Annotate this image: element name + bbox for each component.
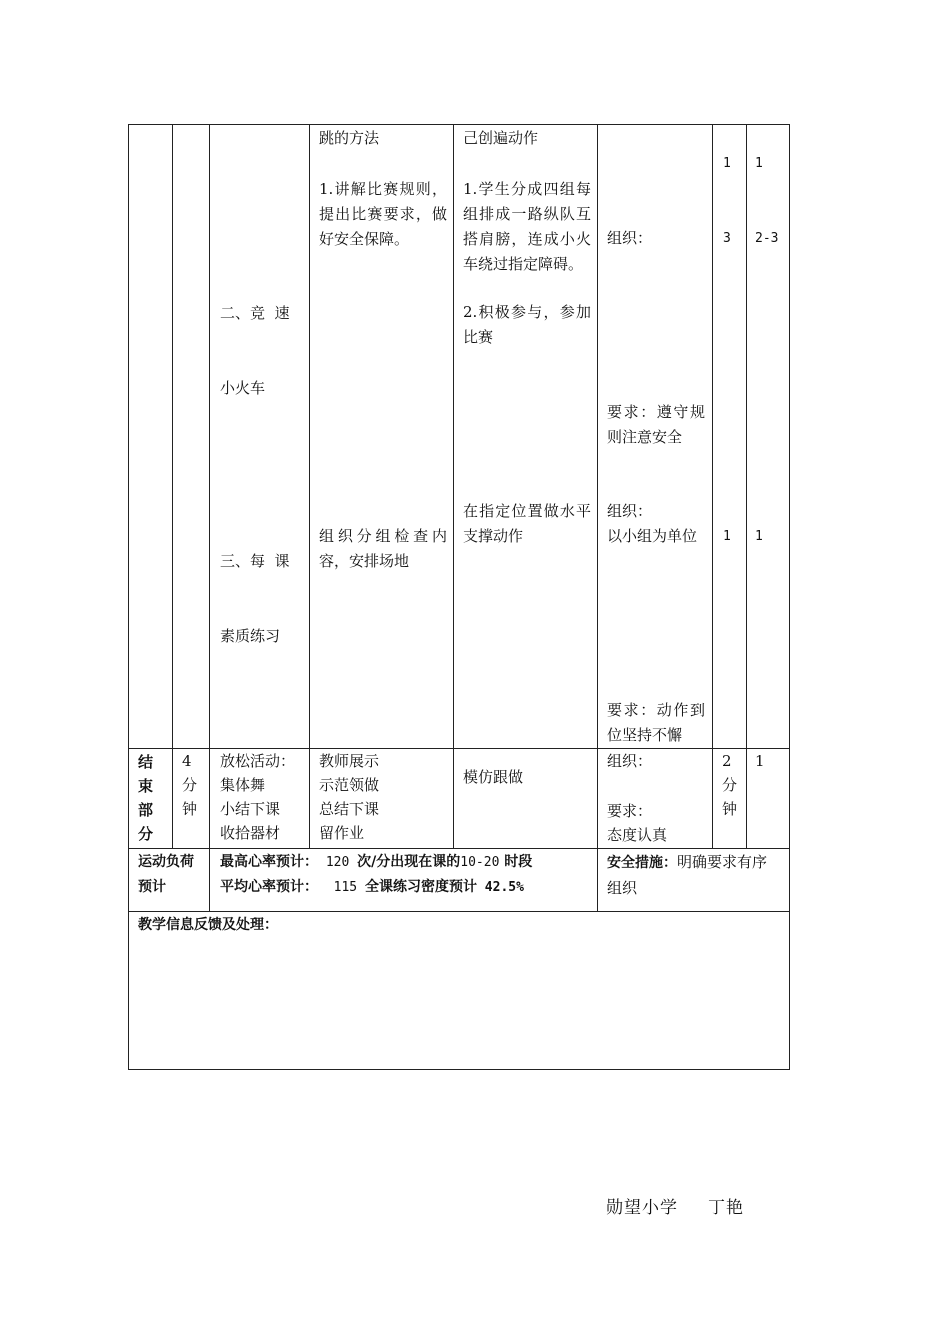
ending-req-text: 态度认真 (607, 826, 668, 844)
ending-time-number: 2 (722, 752, 732, 770)
ending-time-cell (713, 749, 747, 849)
max-hr-unit: 次/分出现在课的 (357, 854, 461, 870)
teacher-name: 丁艳 (708, 1198, 744, 1218)
avg-hr-value: 115 (318, 880, 365, 895)
count-value-2: 2-3 (755, 231, 779, 246)
group-check-text: 组织分组检查内容，安排场地 (319, 527, 447, 570)
time-value-3: 1 (723, 529, 731, 544)
organization-cell (598, 125, 713, 749)
ending-time-unit2: 钟 (722, 800, 738, 818)
fitness-line2: 素质练习 (220, 627, 281, 645)
load-row (129, 849, 790, 912)
ending-teacher-cell (310, 749, 454, 849)
teacher-lead: 示范领做 (319, 776, 380, 794)
load-label-cell (129, 849, 210, 912)
org-detail-2: 以小组为单位 (607, 527, 698, 545)
max-hr-tail: 时段 (499, 854, 533, 870)
ending-student-cell (454, 749, 598, 849)
requirement-1: 要求：遵守规则注意安全 (607, 403, 705, 446)
avg-hr-label: 平均心率预计： (220, 879, 318, 895)
activity-row (129, 125, 790, 749)
race-train-label (220, 251, 305, 451)
ending-content-cell (210, 749, 310, 849)
race-train-line2: 小火车 (220, 379, 266, 397)
student-activity-cell (454, 125, 598, 749)
explain-rules-text: 1.讲解比赛规则，提出比赛要求，做好安全保障。 (319, 180, 447, 248)
student-step1-text: 1.学生分成四组每组排成一路纵队互搭肩膀，连成小火车绕过指定障碍。 (463, 180, 591, 273)
school-name: 勋望小学 (606, 1198, 678, 1218)
ending-row (129, 749, 790, 849)
student-step2-text: 2.积极参与，参加比赛 (463, 303, 591, 346)
imitate-follow: 模仿跟做 (463, 768, 524, 786)
max-hr-value: 120 (318, 855, 358, 870)
count-cell (747, 125, 790, 749)
teacher-demo: 教师展示 (319, 752, 380, 770)
relax-activity: 放松活动： (220, 752, 296, 770)
safety-cell (598, 849, 790, 912)
duration-cell (173, 125, 210, 749)
teacher-homework: 留作业 (319, 824, 365, 842)
max-hr-label: 最高心率预计： (220, 854, 318, 870)
create-moves-text: 己创遍动作 (463, 129, 539, 147)
max-hr-range: 10-20 (460, 855, 500, 870)
ending-duration-unit1: 分 (182, 776, 198, 794)
avg-heart-rate-line (220, 875, 524, 900)
feedback-label: 教学信息反馈及处理： (138, 917, 278, 933)
part-cell (129, 125, 173, 749)
ending-duration-number: 4 (182, 752, 192, 770)
feedback-row (129, 912, 790, 1070)
count-value-3: 1 (755, 529, 763, 544)
count-value-1: 1 (755, 156, 763, 171)
org-label-2: 组织： (607, 502, 653, 520)
safety-measures (607, 850, 777, 901)
heart-rate-cell (210, 849, 598, 912)
lesson-plan-table (128, 124, 790, 1070)
feedback-cell (129, 912, 790, 1070)
ending-req-label: 要求： (607, 802, 653, 820)
content-cell (210, 125, 310, 749)
ending-part-label: 结束部分 (138, 753, 154, 843)
ending-duration-cell (173, 749, 210, 849)
org-label-1: 组织： (607, 229, 653, 247)
ending-count-cell (747, 749, 790, 849)
ending-count-value: 1 (755, 752, 765, 770)
ending-time-unit1: 分 (722, 776, 738, 794)
fitness-label (220, 499, 305, 699)
requirement-2: 要求：动作到位坚持不懈 (607, 701, 705, 744)
time-value-1: 1 (723, 156, 731, 171)
ending-part-cell (129, 749, 173, 849)
collect-equipment: 收拾器材 (220, 824, 281, 842)
race-train-line1: 二、竞 速 (220, 304, 290, 322)
time-cell (713, 125, 747, 749)
teacher-summary: 总结下课 (319, 800, 380, 818)
load-label: 运动负荷预计 (138, 854, 194, 895)
ending-org-label: 组织： (607, 752, 653, 770)
signature (606, 1193, 744, 1218)
time-value-2: 3 (723, 231, 731, 246)
ending-org-cell (598, 749, 713, 849)
teacher-activity-cell (310, 125, 454, 749)
density-value: 42.5% (476, 880, 524, 895)
jump-method-text: 跳的方法 (319, 129, 380, 147)
max-heart-rate-line (220, 850, 532, 875)
safety-text: 明确要求有序组织 (607, 853, 768, 897)
group-dance: 集体舞 (220, 776, 266, 794)
density-label: 全课练习密度预计 (364, 879, 477, 895)
safety-label: 安全措施： (607, 855, 677, 871)
ending-duration-unit2: 钟 (182, 800, 198, 818)
horizontal-support-text: 在指定位置做水平支撑动作 (463, 502, 591, 545)
fitness-line1: 三、每 课 (220, 552, 290, 570)
summary-dismiss: 小结下课 (220, 800, 281, 818)
